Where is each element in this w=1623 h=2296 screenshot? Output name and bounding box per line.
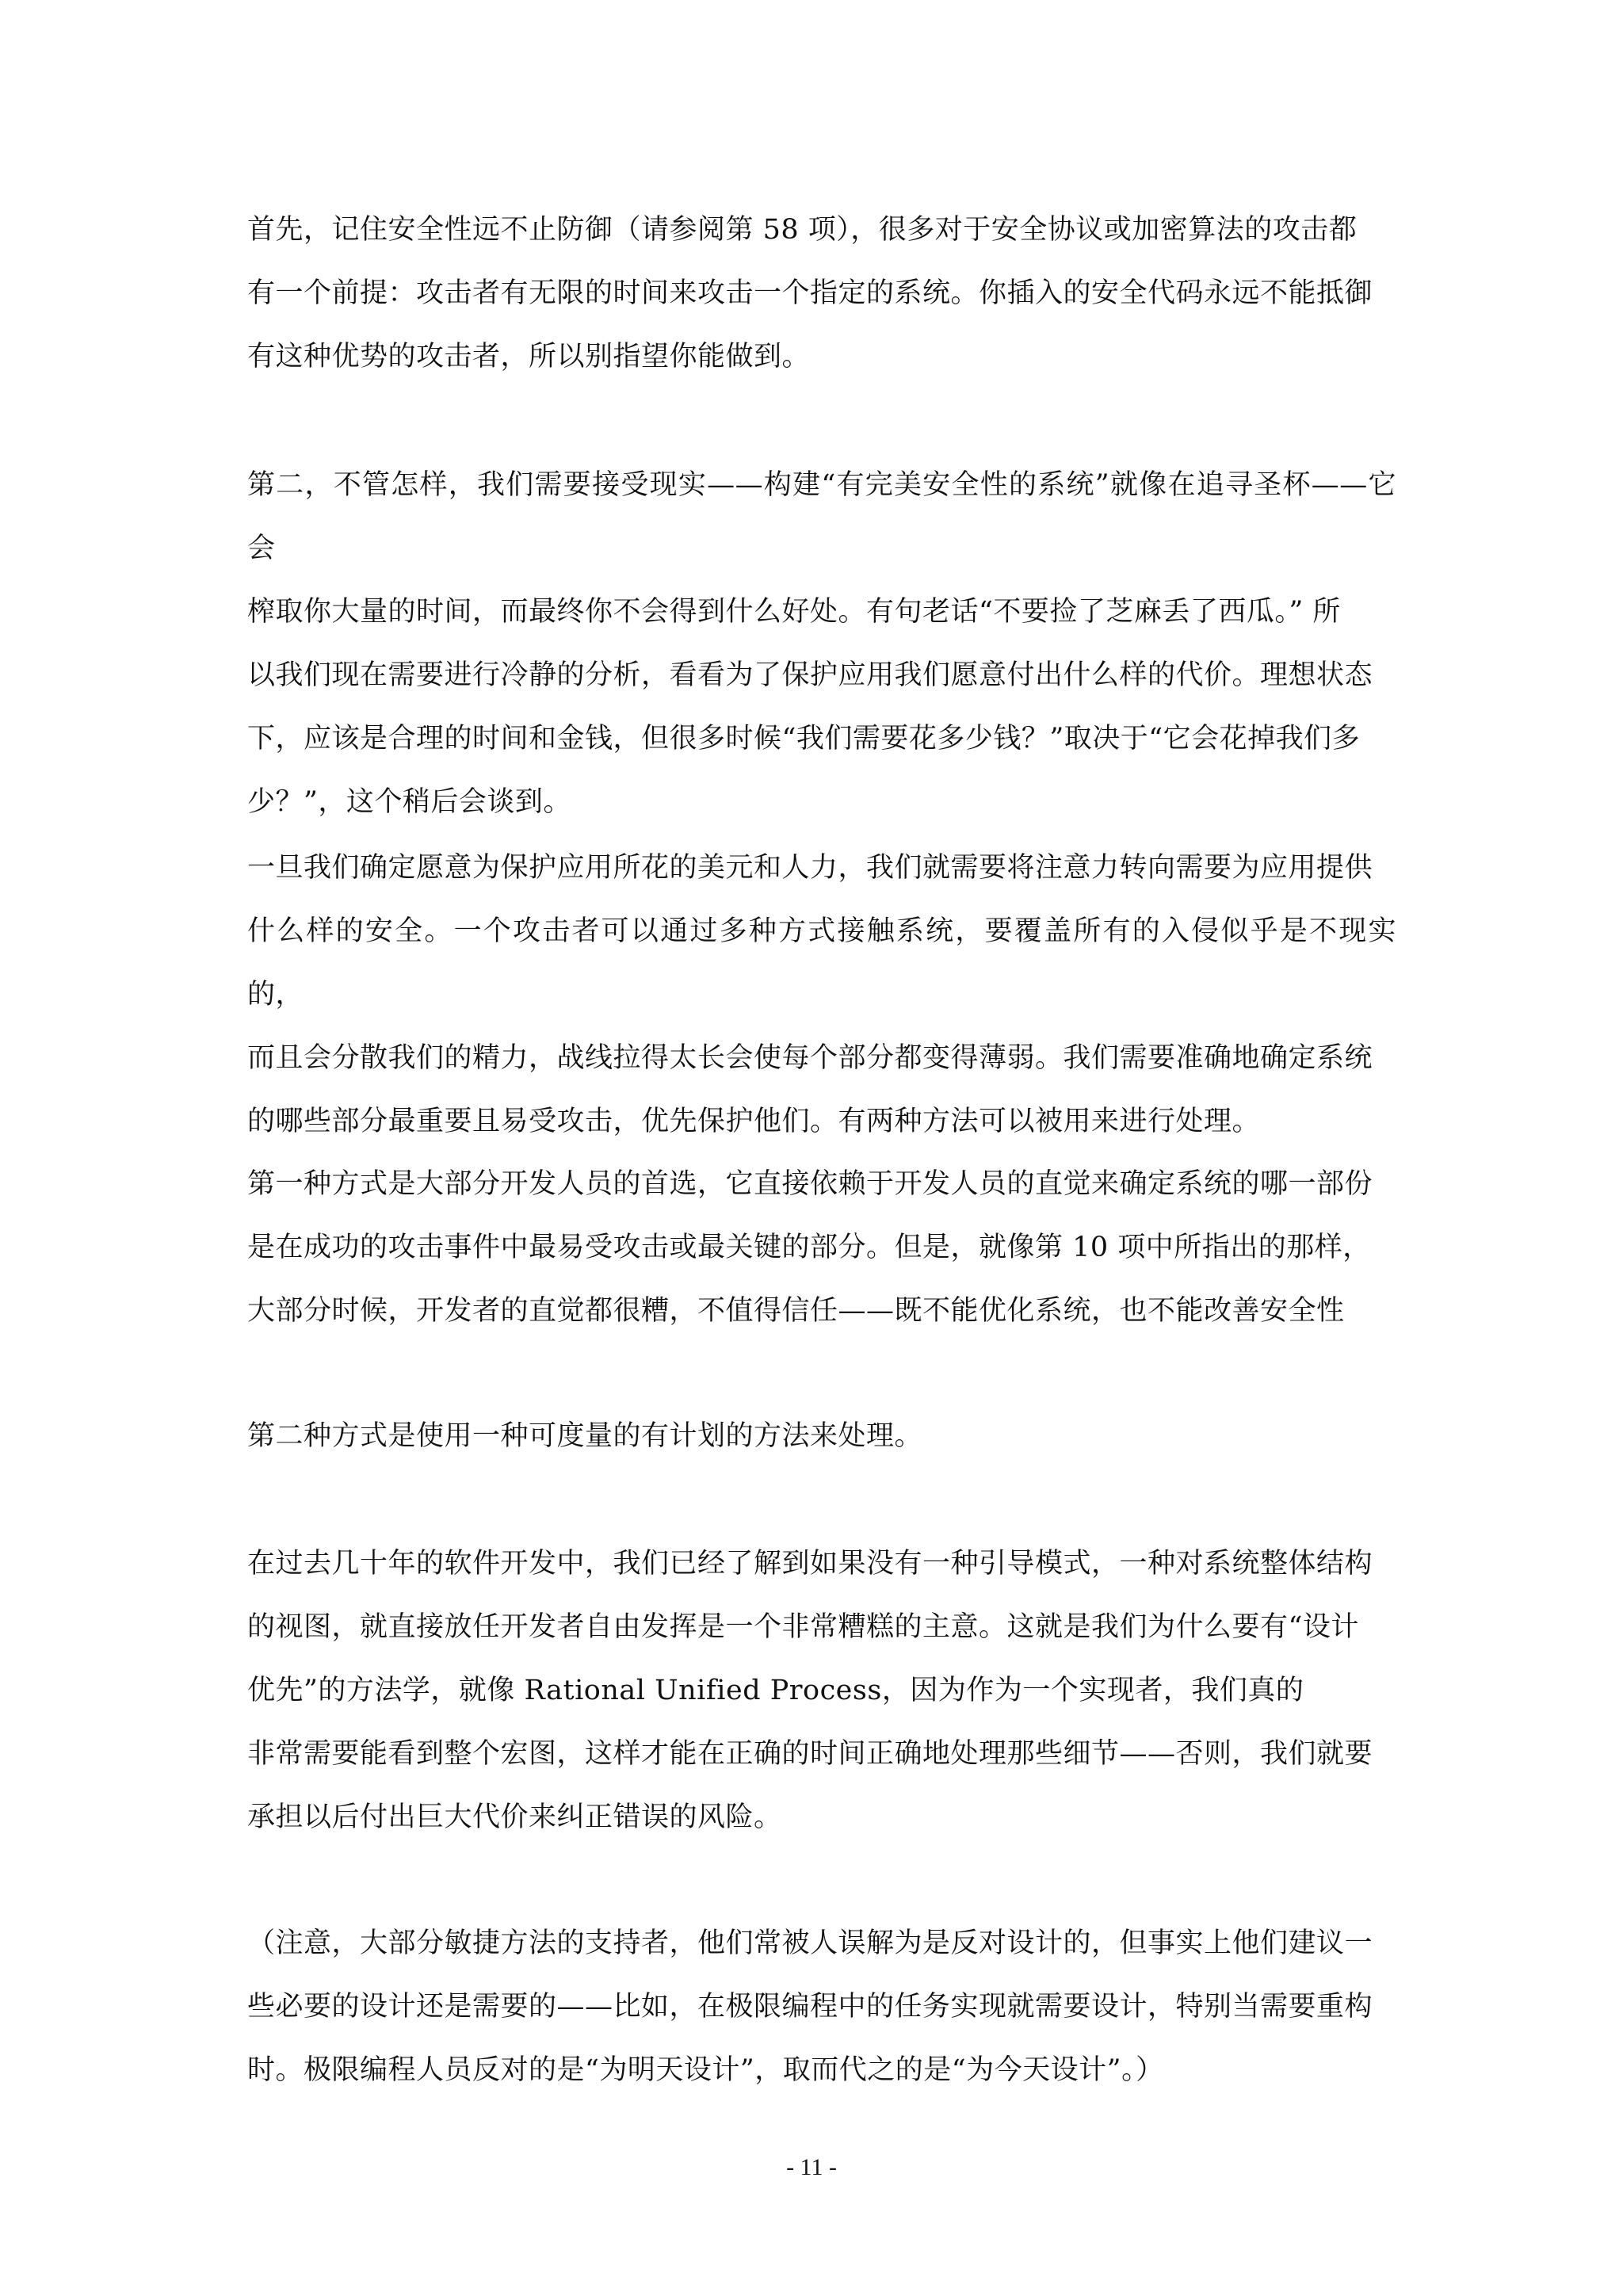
- paragraph-first-approach-intuition: 第一种方式是大部分开发人员的首选，它直接依赖于开发人员的直觉来确定系统的哪一部份 是在成功的攻击事件中最易受攻击或最关键的部分。但是，就像第 10 项中所指出的那样， 大部分时候，开发者的直觉都很糟，不值得信任——既不能优化系统，也不能改善安全性: [247, 1168, 1373, 1327]
- paragraph-determine-security-scope: 一旦我们确定愿意为保护应用所花的美元和人力，我们就需要将注意力转向需要为应用提供 什么样的安全。一个攻击者可以通过多种方式接触系统，要覆盖所有的入侵似乎是不现实的， 而且会分散我们的精力，战线拉得太长会使每个部分都变得薄弱。我们需要准确地确定系统 的哪些部分最重要且易受攻击，优先保护他们。有两种方法可以被用来进行处理。: [247, 852, 1396, 1137]
- paragraph-design-first-methodology: 在过去几十年的软件开发中，我们已经了解到如果没有一种引导模式，一种对系统整体结构 的视图，就直接放任开发者自由发挥是一个非常糟糕的主意。这就是我们为什么要有“设计 优先”的方法学，就像 Rational Unified Process，因为作为一个实现者，我们真的 非常需要能看到整个宏图，这样才能在正确的时间正确地处理那些细节——否则，我们就要 承担以后付出巨大代价来纠正错误的风险。: [247, 1548, 1373, 1833]
- page-number: - 11 -: [786, 2154, 837, 2180]
- paragraph-accept-reality: 第二，不管怎样，我们需要接受现实——构建“有完美安全性的系统”就像在追寻圣杯——它会 榨取你大量的时间，而最终你不会得到什么好处。有句老话“不要捡了芝麻丢了西瓜。” 所 以我们现在需要进行冷静的分析，看看为了保护应用我们愿意付出什么样的代价。理想状态 下，应该是合理的时间和金钱，但很多时候“我们需要花多少钱？”取决于“它会花掉我们多 少？”，这个稍后会谈到。: [247, 469, 1396, 818]
- paragraph-agile-note: （注意，大部分敏捷方法的支持者，他们常被人误解为是反对设计的，但事实上他们建议一 些必要的设计还是需要的——比如，在极限编程中的任务实现就需要设计，特别当需要重构 时。极限编程人员反对的是“为明天设计”，取而代之的是“为今天设计”。）: [247, 1927, 1373, 2086]
- paragraph-security-beyond-defense: 首先，记住安全性远不止防御（请参阅第 58 项），很多对于安全协议或加密算法的攻击都 有一个前提：攻击者有无限的时间来攻击一个指定的系统。你插入的安全代码永远不能抵御 有这种优势的攻击者，所以别指望你能做到。: [247, 214, 1373, 372]
- paragraph-second-approach-measurable: 第二种方式是使用一种可度量的有计划的方法来处理。: [247, 1420, 923, 1452]
